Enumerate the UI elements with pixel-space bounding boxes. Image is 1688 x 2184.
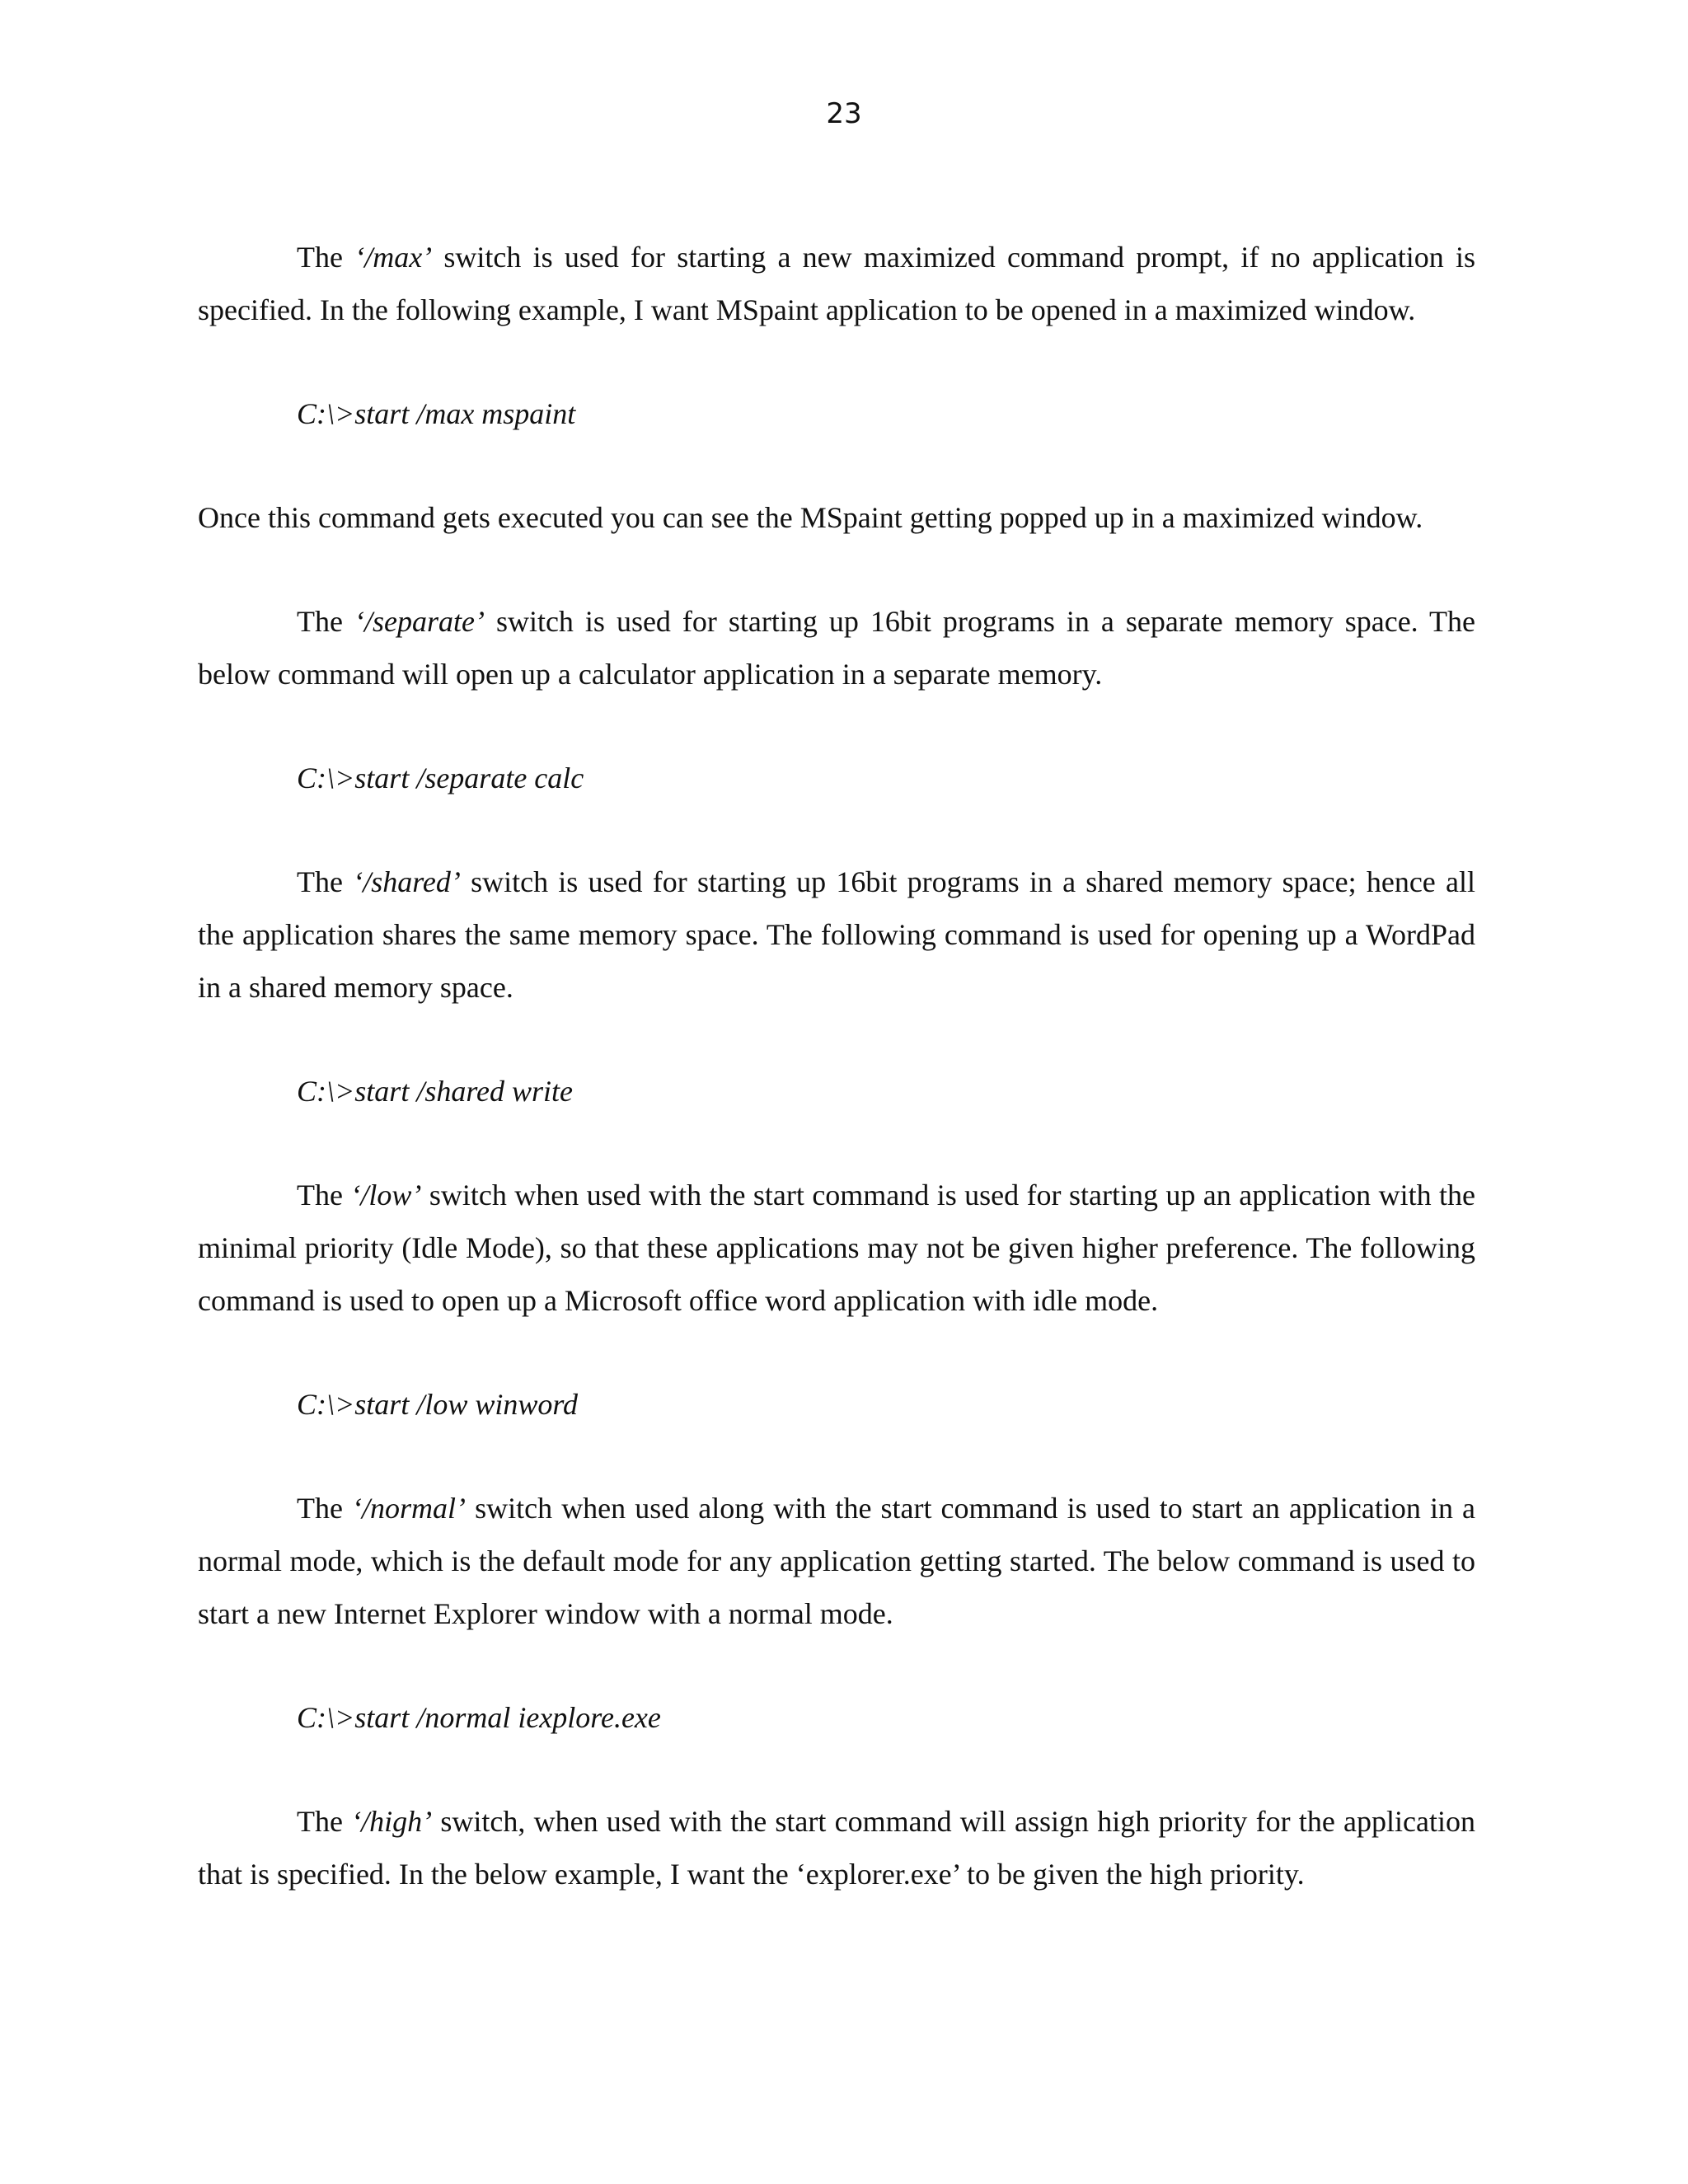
mspaint-result-paragraph: Once this command gets executed you can see the MSpaint getting popped up in a maximized window. bbox=[198, 501, 1423, 534]
switch-name: ‘/shared’ bbox=[353, 865, 461, 898]
paragraph-lead: The bbox=[297, 1179, 351, 1212]
paragraph-text: switch is used for starting up 16bit programs in a shared memory space; hence all the application shares the same memory space. The following command is used for opening up a WordPad in a shared memory space. bbox=[198, 865, 1475, 1004]
paragraph-text: switch, when used with the start command will assign high priority for the application that is specified. In the below example, I want the ‘explorer.exe’ to be given the high priority. bbox=[198, 1805, 1475, 1891]
switch-name: ‘/max’ bbox=[354, 241, 433, 274]
max-command-example: C:\>start /max mspaint bbox=[297, 397, 576, 430]
paragraph-text: switch is used for starting a new maximized command prompt, if no application is specified. In the following example, I want MSpaint application to be opened in a maximized window. bbox=[198, 241, 1476, 326]
separate-command-example: C:\>start /separate calc bbox=[297, 762, 584, 794]
paragraph-text: switch when used with the start command is used for starting up an application with the minimal priority (Idle Mode), so that these applications may not be given higher preference. The following command is used to open up a Microsoft office word application with idle mode. bbox=[198, 1179, 1476, 1317]
paragraph-lead: The bbox=[297, 1805, 352, 1838]
page-number: 23 bbox=[826, 97, 862, 130]
switch-name: ‘/separate’ bbox=[354, 605, 485, 638]
switch-name: ‘/low’ bbox=[350, 1179, 422, 1212]
max-switch-paragraph bbox=[198, 231, 1475, 336]
normal-switch-paragraph bbox=[198, 1482, 1475, 1640]
paragraph-lead: The bbox=[297, 1492, 353, 1525]
separate-switch-paragraph bbox=[198, 595, 1475, 701]
paragraph-text: switch is used for starting up 16bit programs in a separate memory space. The below command will open up a calculator application in a separate memory. bbox=[198, 605, 1475, 691]
normal-command-example: C:\>start /normal iexplore.exe bbox=[297, 1701, 661, 1734]
low-switch-paragraph bbox=[198, 1169, 1475, 1327]
shared-command-example: C:\>start /shared write bbox=[297, 1075, 573, 1108]
switch-name: ‘/normal’ bbox=[352, 1492, 467, 1525]
paragraph-lead: The bbox=[297, 605, 354, 638]
paragraph-lead: The bbox=[297, 241, 355, 274]
paragraph-lead: The bbox=[297, 865, 354, 898]
shared-switch-paragraph bbox=[198, 855, 1475, 1014]
document-body bbox=[198, 231, 1475, 1900]
low-command-example: C:\>start /low winword bbox=[297, 1388, 579, 1421]
paragraph-text: switch when used along with the start command is used to start an application in a normal mode, which is the default mode for any application getting started. The below command is used to start a new Internet Explorer window with a normal mode. bbox=[198, 1492, 1475, 1630]
high-switch-paragraph bbox=[198, 1795, 1475, 1900]
switch-name: ‘/high’ bbox=[351, 1805, 433, 1838]
